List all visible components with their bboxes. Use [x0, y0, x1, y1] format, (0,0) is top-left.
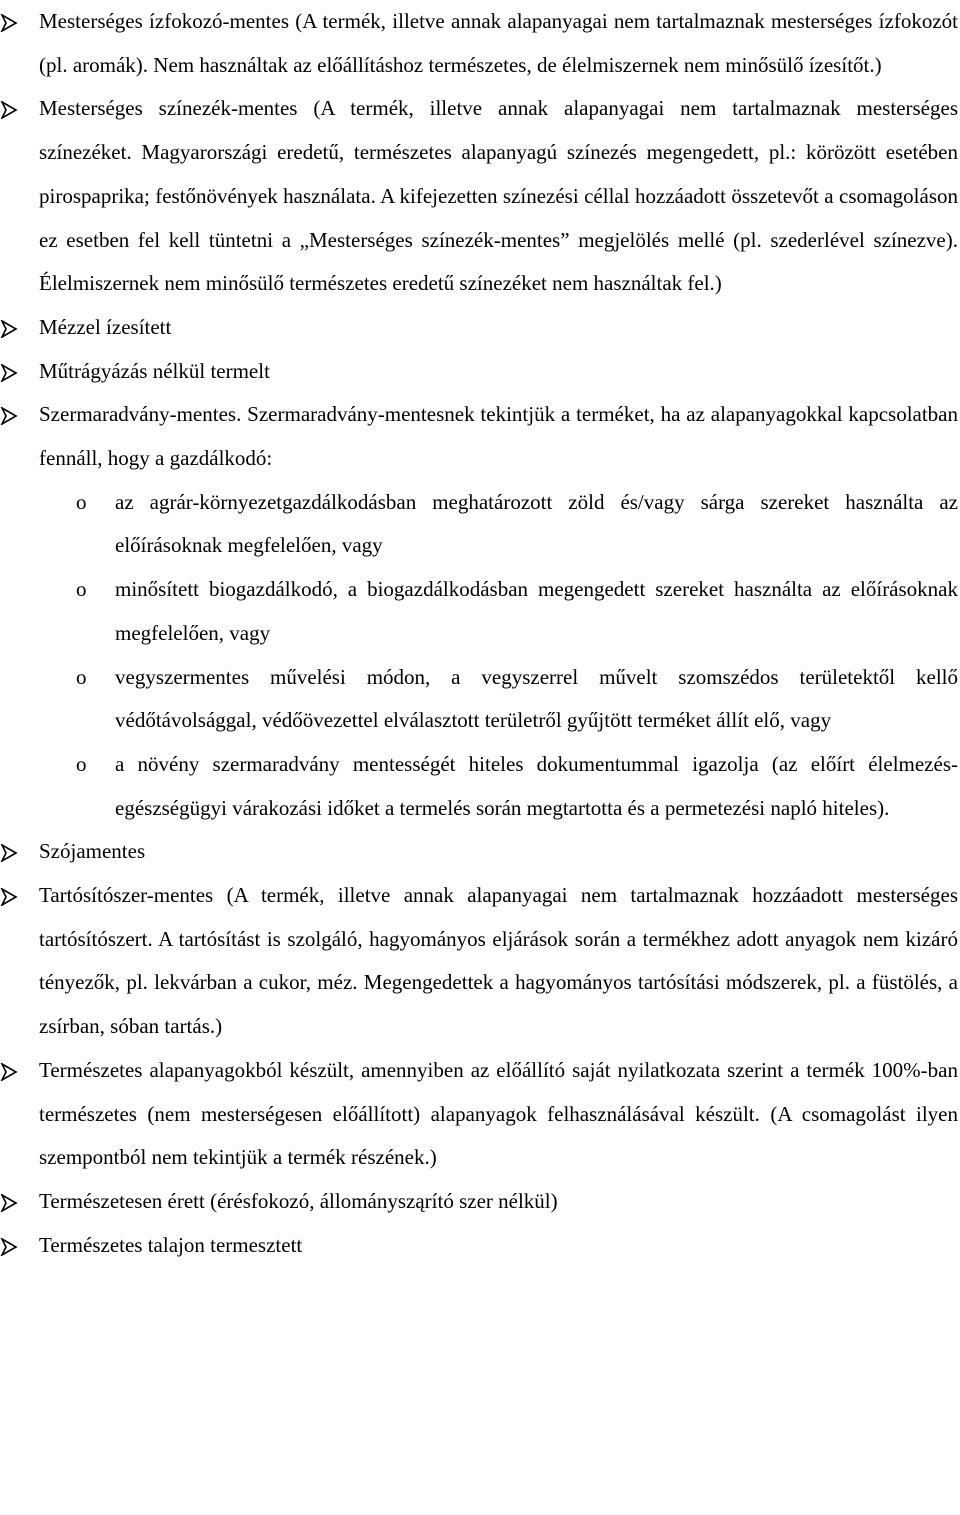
list-item-természetesen-érett [0, 1180, 960, 1224]
sub-list-item [0, 743, 960, 830]
sub-list-item-text: minősített biogazdálkodó, a biogazdálkodásban megengedett szereket használta az előírásoknak megfelelően, vagy [115, 577, 958, 645]
arrow-bullet-icon [0, 407, 18, 425]
list-item-tartósítószer-mentes [0, 874, 960, 1049]
list-item-színezék-mentes [0, 87, 960, 306]
sub-list-item [0, 568, 960, 655]
arrow-bullet-icon [0, 844, 18, 862]
sub-list-item-text: a növény szermaradvány mentességét hiteles dokumentummal igazolja (az előírt élelmezés-egészségügyi várakozási időket a termelés során megtartotta és a permetezési napló hiteles). [115, 751, 958, 820]
list-item-ízfokozó-mentes [0, 0, 960, 87]
arrow-bullet-icon [0, 101, 18, 119]
list-item-természetes-alapanyagokból [0, 1049, 960, 1180]
sub-list-item [0, 481, 960, 568]
arrow-bullet-icon [0, 364, 18, 382]
list-item-mézzel-ízesített [0, 306, 960, 350]
list-item-text: Tartósítószer-mentes (A termék, illetve annak alapanyagai nem tartalmaznak hozzáadott mesterséges tartósítószert. A tartósítást is szolgáló, hagyományos eljárások során a termékhez adott anyagok nem kizáró tényezők, pl. lekvárban a cukor, méz. Megengedettek a hagyományos tartósítási módszerek, pl. a füstölés, a zsírban, sóban tartás.) [39, 883, 958, 1039]
sub-list-item [0, 656, 960, 743]
list-item-szójamentes [0, 830, 960, 874]
list-item-természetes-talajon [0, 1224, 960, 1268]
list-item-szermaradvány-mentes [0, 393, 960, 480]
list-item-text: Természetes alapanyagokból készült, amennyiben az előállító saját nyilatkozata szerint a termék 100%-ban természetes (nem mesterségesen előállított) alapanyagok felhasználásával készült. (A csomagolást ilyen szempontból nem tekintjük a termék részének.) [39, 1057, 958, 1170]
sub-list-item-text: az agrár-környezetgazdálkodásban meghatározott zöld és/vagy sárga szereket használta az előírásoknak megfelelően, vagy [115, 489, 958, 558]
list-item-text: Mesterséges színezék-mentes (A termék, illetve annak alapanyagai nem tartalmaznak mesterséges színezéket. Magyarországi eredetű, természetes alapanyagú színezés megengedett, pl.: körözött esetében pirospaprika; festőnövények használata. A kifejezetten színezési céllal hozzáadott összetevőt a csomagoláson ez esetben fel kell tüntetni a „Mesterséges színezék-mentes” megjelölés mellé (pl. szederlével színezve). Élelmiszernek nem minősülő természetes eredetű színezéket nem használtak fel.) [39, 96, 958, 296]
circle-bullet-icon: o [76, 489, 87, 514]
list-item-műtrágyázás-nélkül [0, 350, 960, 394]
arrow-bullet-icon [0, 1063, 18, 1081]
circle-bullet-icon: o [76, 577, 87, 602]
list-item-text: Műtrágyázás nélkül termelt [39, 358, 270, 383]
circle-bullet-icon: o [76, 664, 87, 689]
sub-list-item-text: vegyszermentes művelési módon, a vegyszerrel művelt szomszédos területektől kellő védőtávolsággal, védőövezettel elválasztott területről gyűjtött terméket állít elő, vagy [115, 664, 958, 733]
circle-bullet-icon: o [76, 751, 87, 776]
list-item-text: Szermaradvány-mentes. Szermaradvány-mentesnek tekintjük a terméket, ha az alapanyagokkal kapcsolatban fennáll, hogy a gazdálkodó: [39, 402, 958, 471]
arrow-bullet-icon [0, 320, 18, 338]
arrow-bullet-icon [0, 1194, 18, 1212]
arrow-bullet-icon [0, 14, 18, 32]
arrow-bullet-icon [0, 888, 18, 906]
list-item-text: Szójamentes [39, 839, 146, 864]
list-item-text: Természetes talajon termesztett [39, 1232, 303, 1257]
arrow-bullet-icon [0, 1238, 18, 1256]
list-item-text: Mesterséges ízfokozó-mentes (A termék, illetve annak alapanyagai nem tartalmaznak mesterséges ízfokozót (pl. aromák). Nem használtak az előállításhoz természetes, de élelmiszernek nem minősülő ízesítőt.) [39, 9, 958, 77]
list-item-text: Mézzel ízesített [39, 314, 172, 339]
list-item-text: Természetesen érett (érésfokozó, állománysząrító szer nélkül) [39, 1188, 558, 1213]
